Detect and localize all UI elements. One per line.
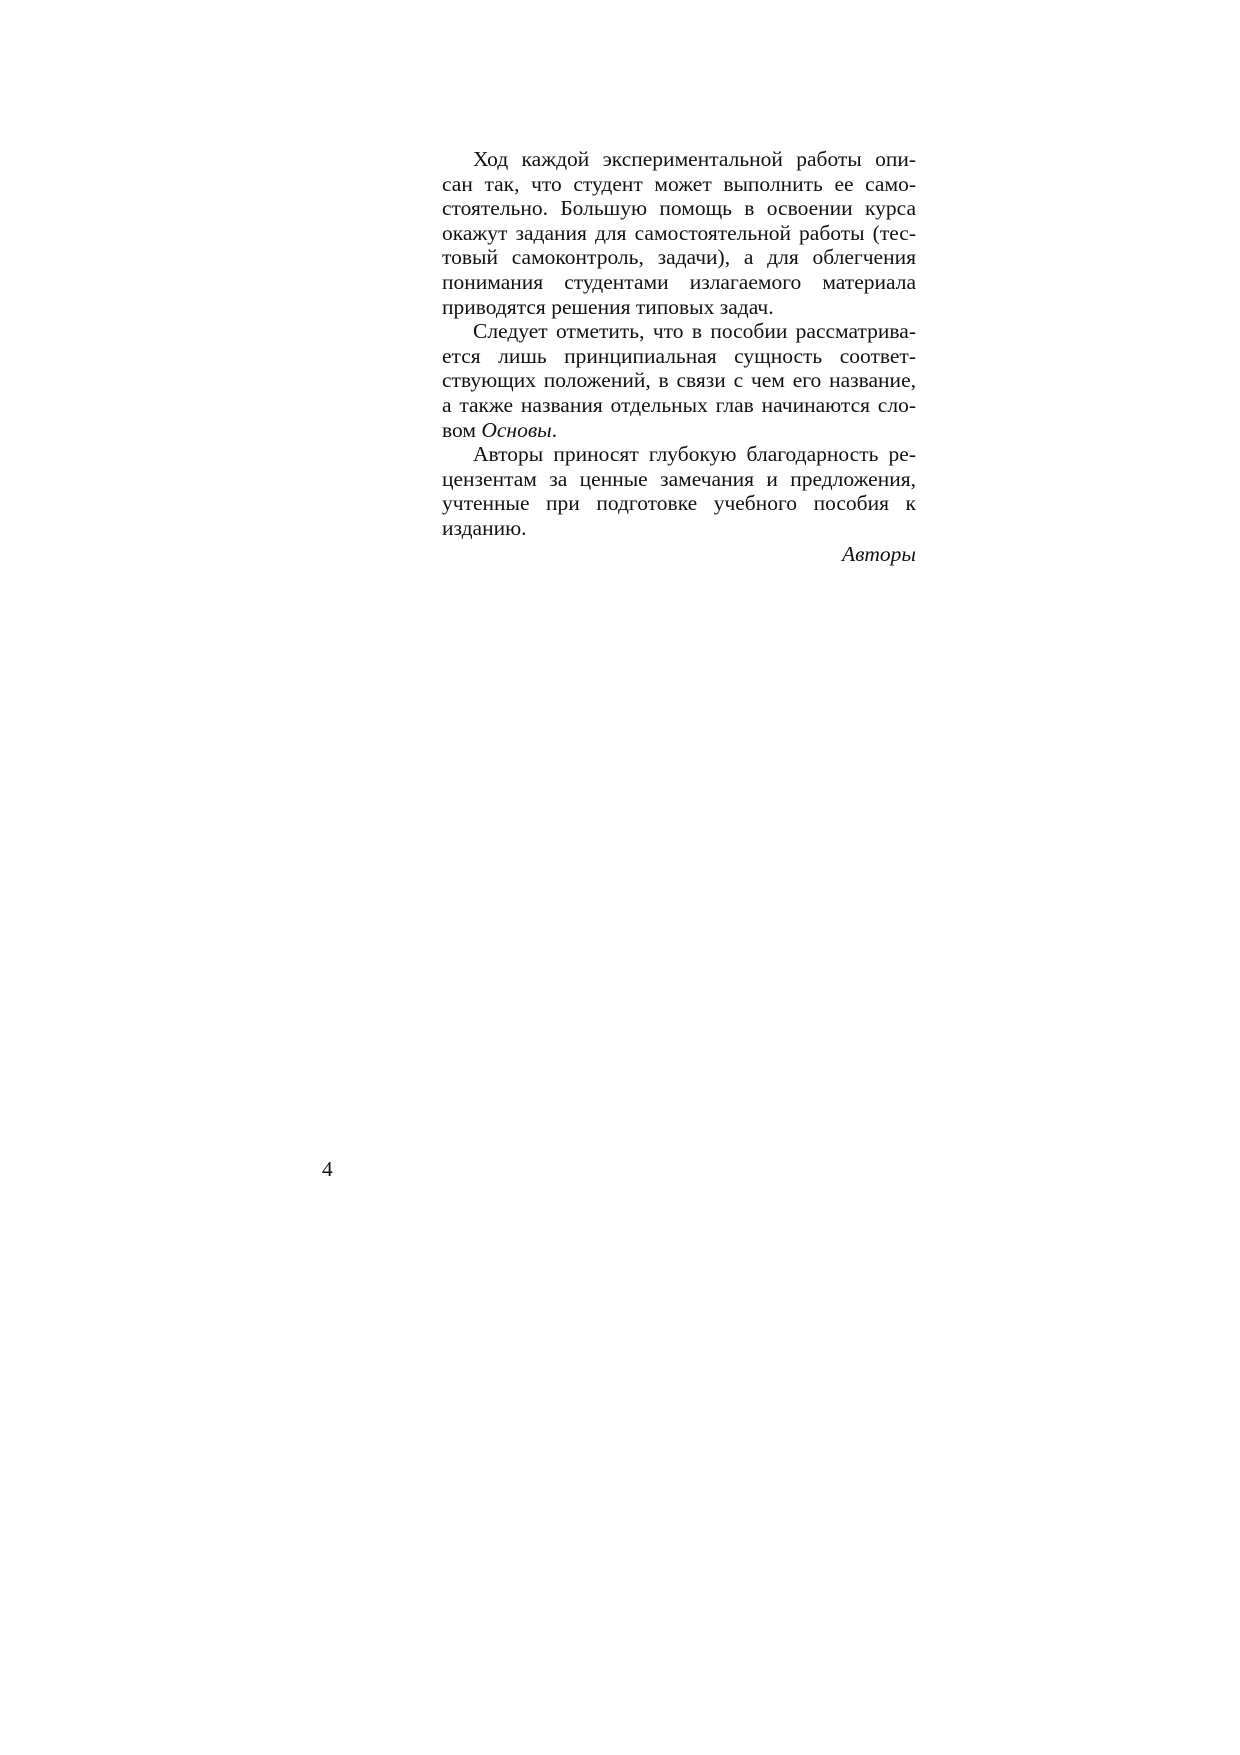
text-line: Авторы приносят глубокую благодарность ре- (473, 442, 916, 467)
text-line: цензентам за ценные замечания и предложения, (442, 466, 916, 491)
text-line: Следует отметить, что в пособии рассматрива- (473, 319, 916, 344)
page-number: 4 (322, 1157, 333, 1181)
signature: Авторы (841, 542, 916, 566)
text-line: учтенные при подготовке учебного пособия к (442, 491, 916, 516)
body-text (442, 147, 916, 541)
text-fragment: . (551, 417, 558, 442)
italic-term: Основы (481, 417, 552, 442)
text-line: понимания студентами излагаемого материала (442, 269, 916, 294)
text-line: ется лишь принципиальная сущность соответ- (442, 343, 916, 368)
text-line: приводятся решения типовых задач. (442, 294, 774, 319)
text-line: Ход каждой экспериментальной работы опи- (473, 147, 916, 171)
text-line: стоятельно. Большую помощь в освоении курса (442, 196, 916, 221)
text-line: окажут задания для самостоятельной работы (тес- (442, 220, 916, 245)
text-line: ствующих положений, в связи с чем его название, (442, 368, 916, 393)
text-fragment: вом (442, 417, 482, 442)
text-line: товый самоконтроль, задачи), а для облегчения (442, 245, 916, 270)
text-line: а также названия отдельных глав начинаются сло- (442, 392, 916, 417)
text-line (442, 418, 916, 443)
text-line: изданию. (442, 515, 527, 540)
text-line: сан так, что студент может выполнить ее само- (442, 171, 916, 196)
